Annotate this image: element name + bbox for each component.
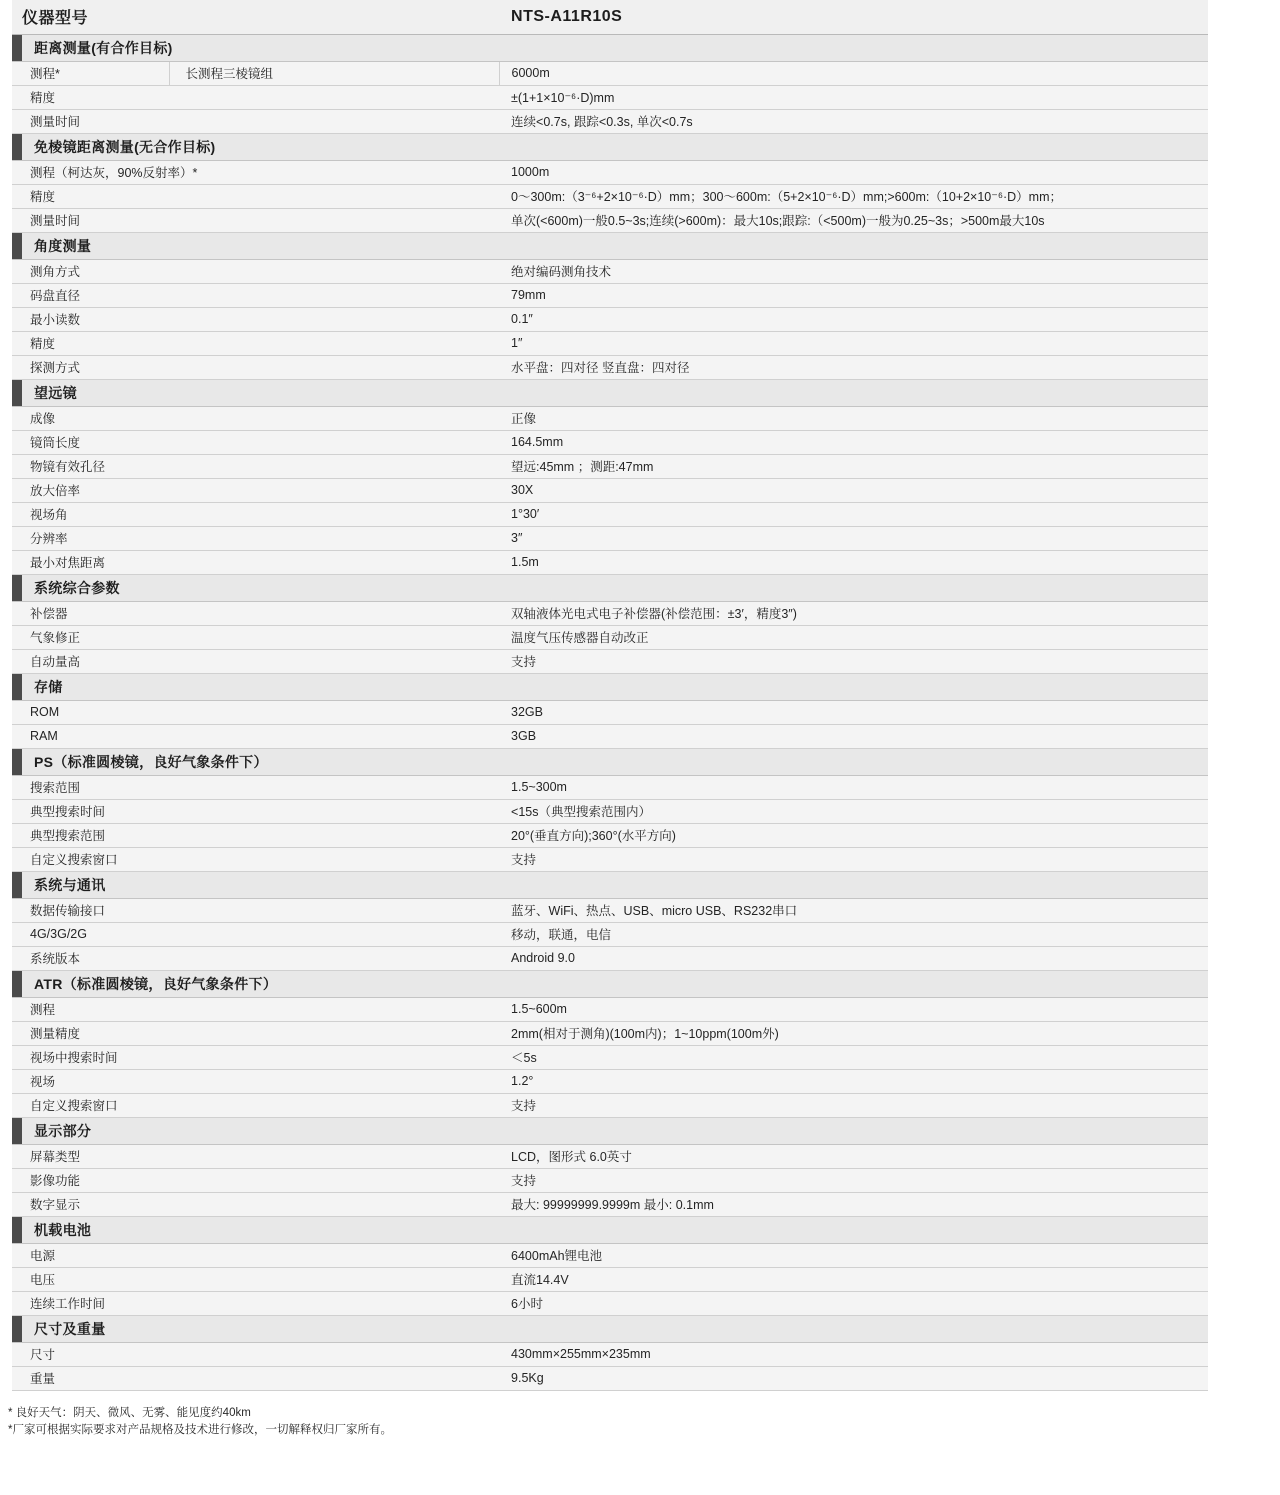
row-label: 最小对焦距离 <box>12 550 499 574</box>
table-row <box>12 922 1208 946</box>
row-value: 30X <box>499 478 1208 502</box>
row-label: 电压 <box>12 1267 499 1291</box>
section-header-row <box>12 133 1208 160</box>
table-row <box>12 799 1208 823</box>
model-row <box>12 0 1208 34</box>
section-header-row <box>12 1216 1208 1243</box>
row-label: 连续工作时间 <box>12 1291 499 1315</box>
table-row <box>12 85 1208 109</box>
table-row <box>12 1342 1208 1366</box>
table-row <box>12 775 1208 799</box>
table-row <box>12 61 1208 85</box>
table-row <box>12 406 1208 430</box>
section-marker-icon <box>12 674 22 700</box>
row-value: 支持 <box>499 847 1208 871</box>
section-title: ATR（标准圆棱镜，良好气象条件下） <box>34 975 278 992</box>
row-value: 支持 <box>499 1093 1208 1117</box>
section-header-row <box>12 748 1208 775</box>
row-value: 164.5mm <box>499 430 1208 454</box>
row-label: 系统版本 <box>12 946 499 970</box>
row-label: 数据传输接口 <box>12 898 499 922</box>
table-row <box>12 208 1208 232</box>
row-value: LCD，图形式 6.0英寸 <box>499 1144 1208 1168</box>
row-label: 视场中搜索时间 <box>12 1045 499 1069</box>
row-label: 精度 <box>12 184 499 208</box>
row-label: ROM <box>12 700 499 724</box>
section-header-row <box>12 970 1208 997</box>
section-header-cell <box>12 1315 1208 1342</box>
row-label: 分辨率 <box>12 526 499 550</box>
row-label: 测量精度 <box>12 1021 499 1045</box>
row-value: 0～300m:（3⁻⁶+2×10⁻⁶·D）mm；300～600m:（5+2×10⁻⁶·D）mm;>600m:（10+2×10⁻⁶·D）mm； <box>499 184 1208 208</box>
section-marker-icon <box>12 971 22 997</box>
row-value: 20°(垂直方向);360°(水平方向) <box>499 823 1208 847</box>
row-label: 4G/3G/2G <box>12 922 499 946</box>
row-value: 直流14.4V <box>499 1267 1208 1291</box>
row-label: 镜筒长度 <box>12 430 499 454</box>
row-label: 自定义搜索窗口 <box>12 1093 499 1117</box>
row-value: 6000m <box>499 61 1208 85</box>
table-row <box>12 109 1208 133</box>
table-row <box>12 847 1208 871</box>
row-value: 温度气压传感器自动改正 <box>499 625 1208 649</box>
row-value: 6400mAh锂电池 <box>499 1243 1208 1267</box>
row-value: 支持 <box>499 1168 1208 1192</box>
table-row <box>12 355 1208 379</box>
row-label: 典型搜索范围 <box>12 823 499 847</box>
section-header-row <box>12 1315 1208 1342</box>
table-row <box>12 1144 1208 1168</box>
row-label: 物镜有效孔径 <box>12 454 499 478</box>
table-row <box>12 1243 1208 1267</box>
row-value: 1″ <box>499 331 1208 355</box>
section-header-row <box>12 673 1208 700</box>
section-header-row <box>12 871 1208 898</box>
table-row <box>12 160 1208 184</box>
table-row <box>12 550 1208 574</box>
table-row <box>12 649 1208 673</box>
section-title: 机载电池 <box>34 1221 92 1238</box>
table-row <box>12 601 1208 625</box>
row-value: 支持 <box>499 649 1208 673</box>
row-value: 1°30′ <box>499 502 1208 526</box>
row-value: 单次(<600m)一般0.5~3s;连续(>600m)：最大10s;跟踪:（<500m)一般为0.25~3s；>500m最大10s <box>499 208 1208 232</box>
row-value: 连续<0.7s, 跟踪<0.3s, 单次<0.7s <box>499 109 1208 133</box>
footnote-line: *厂家可根据实际要求对产品规格及技术进行修改，一切解释权归厂家所有。 <box>8 1424 392 1437</box>
footnotes <box>8 1405 1280 1441</box>
section-header-cell <box>12 133 1208 160</box>
row-value: 1.5~300m <box>499 775 1208 799</box>
row-label: 自定义搜索窗口 <box>12 847 499 871</box>
table-row <box>12 1093 1208 1117</box>
section-header-cell <box>12 673 1208 700</box>
section-header-row <box>12 232 1208 259</box>
row-label: 视场 <box>12 1069 499 1093</box>
table-row <box>12 283 1208 307</box>
section-title: 距离测量(有合作目标) <box>34 39 173 56</box>
row-label: 最小读数 <box>12 307 499 331</box>
row-value: 蓝牙、WiFi、热点、USB、micro USB、RS232串口 <box>499 898 1208 922</box>
row-value: 0.1″ <box>499 307 1208 331</box>
row-value: 1.5m <box>499 550 1208 574</box>
section-header-cell <box>12 379 1208 406</box>
section-header-cell <box>12 1117 1208 1144</box>
row-label: 尺寸 <box>12 1342 499 1366</box>
row-label: 探测方式 <box>12 355 499 379</box>
section-title: 角度测量 <box>34 237 92 254</box>
row-value: 最大: 99999999.9999m 最小: 0.1mm <box>499 1192 1208 1216</box>
row-value: ＜5s <box>499 1045 1208 1069</box>
table-row <box>12 1291 1208 1315</box>
row-label: 搜索范围 <box>12 775 499 799</box>
row-value: 移动，联通，电信 <box>499 922 1208 946</box>
row-label: 视场角 <box>12 502 499 526</box>
section-marker-icon <box>12 749 22 775</box>
table-row <box>12 184 1208 208</box>
row-value: 2mm(相对于测角)(100m内)；1~10ppm(100m外) <box>499 1021 1208 1045</box>
table-row <box>12 724 1208 748</box>
table-row <box>12 1021 1208 1045</box>
section-title: 系统与通讯 <box>34 876 106 893</box>
section-header-cell <box>12 232 1208 259</box>
row-value: 正像 <box>499 406 1208 430</box>
table-row <box>12 1069 1208 1093</box>
table-row <box>12 1267 1208 1291</box>
section-marker-icon <box>12 575 22 601</box>
section-title: 存储 <box>34 678 63 695</box>
row-value: 9.5Kg <box>499 1366 1208 1390</box>
row-label: 影像功能 <box>12 1168 499 1192</box>
row-label: 测程（柯达灰，90%反射率）* <box>12 160 499 184</box>
table-row <box>12 1366 1208 1390</box>
row-value: 绝对编码测角技术 <box>499 259 1208 283</box>
table-row <box>12 478 1208 502</box>
section-title: 望远镜 <box>34 384 77 401</box>
row-value: 3GB <box>499 724 1208 748</box>
section-header-row <box>12 574 1208 601</box>
table-row <box>12 454 1208 478</box>
row-label: 屏幕类型 <box>12 1144 499 1168</box>
row-label: 补偿器 <box>12 601 499 625</box>
table-row <box>12 997 1208 1021</box>
row-label: RAM <box>12 724 499 748</box>
table-row <box>12 526 1208 550</box>
section-marker-icon <box>12 872 22 898</box>
row-label: 精度 <box>12 331 499 355</box>
footnote-line: * 良好天气：阴天、微风、无雾、能见度约40km <box>8 1406 251 1419</box>
row-value: 1.5~600m <box>499 997 1208 1021</box>
row-label: 电源 <box>12 1243 499 1267</box>
section-header-cell <box>12 1216 1208 1243</box>
row-value: 双轴液体光电式电子补偿器(补偿范围：±3′，精度3″) <box>499 601 1208 625</box>
row-label: 测量时间 <box>12 109 499 133</box>
model-value: NTS-A11R10S <box>499 0 1208 34</box>
row-value: 3″ <box>499 526 1208 550</box>
section-marker-icon <box>12 1217 22 1243</box>
section-title: 系统综合参数 <box>34 579 120 596</box>
table-row <box>12 946 1208 970</box>
row-label: 测程 <box>12 997 499 1021</box>
table-row <box>12 1168 1208 1192</box>
row-label: 测量时间 <box>12 208 499 232</box>
row-label: 典型搜索时间 <box>12 799 499 823</box>
section-title: PS（标准圆棱镜，良好气象条件下） <box>34 753 268 770</box>
row-value: 望远:45mm ；测距:47mm <box>499 454 1208 478</box>
row-value: ±(1+1×10⁻⁶·D)mm <box>499 85 1208 109</box>
section-header-row <box>12 1117 1208 1144</box>
model-label: 仪器型号 <box>12 0 499 34</box>
table-row <box>12 1045 1208 1069</box>
row-label: 重量 <box>12 1366 499 1390</box>
row-value: <15s（典型搜索范围内） <box>499 799 1208 823</box>
table-row <box>12 307 1208 331</box>
section-marker-icon <box>12 134 22 160</box>
table-row <box>12 898 1208 922</box>
table-row <box>12 331 1208 355</box>
row-value: 430mm×255mm×235mm <box>499 1342 1208 1366</box>
table-row <box>12 625 1208 649</box>
row-sublabel: 长测程三棱镜组 <box>169 61 499 85</box>
table-row <box>12 700 1208 724</box>
section-title: 免棱镜距离测量(无合作目标) <box>34 138 216 155</box>
section-marker-icon <box>12 1316 22 1342</box>
table-row <box>12 823 1208 847</box>
section-marker-icon <box>12 233 22 259</box>
section-header-cell <box>12 871 1208 898</box>
row-value: 水平盘：四对径 竖直盘：四对径 <box>499 355 1208 379</box>
row-value: Android 9.0 <box>499 946 1208 970</box>
row-value: 79mm <box>499 283 1208 307</box>
row-value: 6小时 <box>499 1291 1208 1315</box>
row-value: 1.2° <box>499 1069 1208 1093</box>
section-header-cell <box>12 970 1208 997</box>
row-label: 数字显示 <box>12 1192 499 1216</box>
section-header-cell <box>12 574 1208 601</box>
row-value: 1000m <box>499 160 1208 184</box>
row-label: 成像 <box>12 406 499 430</box>
row-label: 测程* <box>12 61 169 85</box>
row-label: 码盘直径 <box>12 283 499 307</box>
table-row <box>12 430 1208 454</box>
row-label: 测角方式 <box>12 259 499 283</box>
row-value: 32GB <box>499 700 1208 724</box>
section-header-row <box>12 34 1208 61</box>
section-title: 显示部分 <box>34 1122 92 1139</box>
section-marker-icon <box>12 35 22 61</box>
row-label: 精度 <box>12 85 499 109</box>
table-row <box>12 259 1208 283</box>
section-title: 尺寸及重量 <box>34 1320 106 1337</box>
section-header-cell <box>12 748 1208 775</box>
specification-table <box>12 0 1208 1391</box>
section-marker-icon <box>12 380 22 406</box>
row-label: 气象修正 <box>12 625 499 649</box>
row-label: 自动量高 <box>12 649 499 673</box>
row-label: 放大倍率 <box>12 478 499 502</box>
table-row <box>12 502 1208 526</box>
section-marker-icon <box>12 1118 22 1144</box>
table-row <box>12 1192 1208 1216</box>
section-header-cell <box>12 34 1208 61</box>
section-header-row <box>12 379 1208 406</box>
